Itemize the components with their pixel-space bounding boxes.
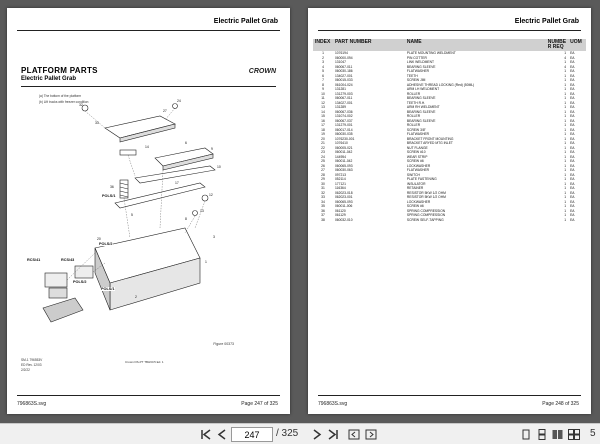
cell-index: 6 bbox=[322, 73, 324, 78]
cell-quantity: 1 bbox=[564, 136, 567, 141]
cell-part-number: 060067-036 bbox=[334, 109, 353, 114]
cell-uom: EA bbox=[570, 190, 575, 195]
column-header-part-number: PART NUMBER bbox=[333, 39, 405, 51]
svg-text:10: 10 bbox=[217, 165, 221, 169]
cell-index: 21 bbox=[321, 141, 325, 145]
cell-index: 33 bbox=[321, 195, 325, 199]
cell-name: INSULATOR bbox=[406, 181, 426, 186]
cell-index: 9 bbox=[322, 87, 324, 91]
previous-view-icon[interactable] bbox=[348, 429, 360, 440]
cell-part-number: 060067-011 bbox=[334, 96, 353, 100]
cell-part-number: 1076410 bbox=[334, 141, 348, 145]
figure-label: Figure 00373 bbox=[213, 342, 234, 346]
cell-quantity: 4 bbox=[564, 55, 567, 60]
cell-name: BRACKET ARYED MTG INLET bbox=[406, 141, 453, 145]
cell-name: FLATWASHER bbox=[406, 168, 430, 172]
cell-name: ROLLER bbox=[406, 123, 421, 127]
cell-quantity: 1 bbox=[564, 181, 567, 186]
continuous-facing-view-icon[interactable] bbox=[568, 429, 580, 440]
column-header-uom: UOM bbox=[568, 39, 586, 51]
cell-quantity: 1 bbox=[564, 199, 567, 204]
cell-quantity: 1 bbox=[564, 159, 567, 163]
cell-name: BRACKET FRONT MOUNTING bbox=[406, 136, 454, 141]
cell-index: 15 bbox=[321, 114, 325, 118]
table-row bbox=[313, 218, 586, 223]
section-subtitle: Electric Pallet Grab bbox=[21, 76, 77, 82]
cell-uom: EA bbox=[570, 186, 575, 190]
cell-index: 25 bbox=[321, 159, 325, 163]
doc-number: SM-1 796553V bbox=[21, 358, 43, 362]
table-header-row bbox=[313, 39, 586, 51]
cell-uom: EA bbox=[570, 69, 575, 73]
cell-quantity: 1 bbox=[564, 69, 567, 73]
cell-quantity: 1 bbox=[564, 208, 567, 213]
page-total: / 325 bbox=[276, 428, 299, 439]
cell-uom: EA bbox=[570, 141, 575, 145]
footer-page-number: Page 247 of 325 bbox=[241, 401, 278, 407]
cell-quantity: 1 bbox=[564, 150, 567, 154]
column-header-quantity bbox=[546, 39, 568, 51]
cell-quantity: 1 bbox=[564, 177, 567, 181]
cell-quantity: 1 bbox=[564, 87, 567, 91]
cell-index: 13 bbox=[321, 105, 325, 109]
cell-index: 27 bbox=[321, 168, 325, 172]
svg-text:27: 27 bbox=[163, 109, 167, 113]
cell-quantity: 1 bbox=[564, 100, 567, 105]
cell-quantity: 1 bbox=[564, 132, 567, 136]
svg-text:8: 8 bbox=[185, 217, 187, 221]
cell-quantity: 1 bbox=[564, 204, 567, 208]
cell-quantity: 1 bbox=[564, 190, 567, 195]
cell-part-number: 060005-021 bbox=[334, 145, 353, 150]
cell-quantity: 1 bbox=[564, 186, 567, 190]
footer-page-number: Page 248 of 325 bbox=[542, 401, 579, 407]
cell-name: BEARING SLEEVE bbox=[406, 109, 436, 114]
cell-index: 8 bbox=[322, 82, 324, 87]
cell-part-number: 060067-037 bbox=[334, 118, 353, 123]
cell-name: BEARING SLEEVE bbox=[406, 64, 436, 69]
last-page-icon[interactable] bbox=[327, 429, 339, 440]
cell-uom: EA bbox=[570, 132, 575, 136]
continuous-view-icon[interactable] bbox=[536, 429, 548, 440]
cell-uom: EA bbox=[570, 91, 575, 96]
cell-uom: EA bbox=[570, 73, 575, 78]
cell-uom: EA bbox=[570, 109, 575, 114]
svg-text:17: 17 bbox=[175, 181, 179, 185]
cell-quantity: 1 bbox=[564, 105, 567, 109]
toolbar-overflow-label: 5 bbox=[590, 428, 596, 439]
cell-part-number: 060032-010 bbox=[334, 217, 353, 222]
cell-index: 1 bbox=[322, 51, 324, 55]
column-header-index: INDEX bbox=[313, 39, 333, 51]
cell-uom: EA bbox=[570, 150, 575, 154]
diagram-callout: RCS/41 bbox=[27, 258, 41, 262]
cell-uom: EA bbox=[570, 60, 575, 64]
cell-uom: EA bbox=[570, 195, 575, 199]
cell-name: ADHESIVE THREAD LOCKING (Red) (50ML) bbox=[406, 82, 475, 87]
cell-index: 28 bbox=[321, 172, 325, 177]
diagram-note: (b) Lift trucks with freezer condition bbox=[39, 100, 89, 104]
cell-index: 22 bbox=[321, 145, 325, 150]
document-info bbox=[21, 358, 42, 374]
cell-name: PIN COTTER bbox=[406, 55, 427, 60]
svg-text:24: 24 bbox=[177, 99, 181, 103]
footer-rule bbox=[318, 395, 581, 396]
cell-name: TEETH bbox=[406, 73, 418, 78]
cell-quantity: 1 bbox=[564, 217, 567, 222]
cell-uom: EA bbox=[570, 96, 575, 100]
right-page bbox=[308, 8, 591, 414]
svg-text:33: 33 bbox=[95, 121, 99, 125]
cell-index: 24 bbox=[321, 154, 325, 159]
quantity-header-line: R REQ bbox=[547, 44, 564, 50]
cell-uom: EA bbox=[570, 105, 575, 109]
cell-name: SPRING COMPRESSION bbox=[406, 208, 446, 213]
cell-index: 35 bbox=[321, 204, 325, 208]
section-title: PLATFORM PARTS bbox=[21, 66, 98, 75]
cell-name: SCREW #6 bbox=[406, 204, 424, 208]
diagram-callout: RCS/43 bbox=[61, 258, 75, 262]
cell-part-number: 060065-093 bbox=[334, 163, 353, 168]
cell-part-number: 060067-011 bbox=[334, 64, 353, 69]
crown-logo: CROWN bbox=[248, 68, 276, 75]
cell-uom: EA bbox=[570, 87, 575, 91]
cell-index: 26 bbox=[321, 163, 325, 168]
parts-table bbox=[313, 39, 586, 222]
previous-page-icon[interactable] bbox=[217, 429, 227, 440]
cell-name: ROLLER bbox=[406, 91, 421, 96]
cell-uom: EA bbox=[570, 100, 575, 105]
cell-index: 7 bbox=[322, 78, 324, 82]
cell-part-number: 131279-003 bbox=[334, 91, 353, 96]
svg-text:36: 36 bbox=[110, 185, 114, 189]
cell-part-number: 1076194 bbox=[334, 51, 348, 55]
cell-quantity: 1 bbox=[564, 163, 567, 168]
cell-part-number: 052114 bbox=[334, 177, 346, 181]
cell-part-number: 060011-042 bbox=[334, 159, 353, 163]
cell-quantity: 1 bbox=[564, 154, 567, 159]
cell-index: 19 bbox=[321, 132, 325, 136]
cell-quantity: 1 bbox=[564, 78, 567, 82]
cell-quantity: 1 bbox=[564, 82, 567, 87]
cell-uom: EA bbox=[570, 127, 575, 132]
cell-quantity: 1 bbox=[564, 213, 567, 217]
cell-part-number: 131281 bbox=[334, 87, 346, 91]
cell-uom: EA bbox=[570, 208, 575, 213]
cell-name: WEAR STRIP bbox=[406, 154, 428, 159]
cell-part-number: 061120 bbox=[334, 208, 346, 213]
header-title: Electric Pallet Grab bbox=[213, 18, 278, 25]
cell-quantity: 1 bbox=[564, 172, 567, 177]
cell-index: 2 bbox=[322, 55, 324, 60]
cell-name: BEARING SLEEVE bbox=[406, 118, 436, 123]
column-header-name: NAME bbox=[405, 39, 546, 51]
cell-uom: EA bbox=[570, 118, 575, 123]
cell-uom: EA bbox=[570, 172, 575, 177]
quantity-header-line: NUMBE bbox=[547, 39, 567, 45]
cell-name: LOCKWASHER bbox=[406, 163, 431, 168]
cell-index: 32 bbox=[321, 190, 325, 195]
cell-name: SCREW SELF-TAPPING bbox=[406, 217, 444, 222]
next-page-icon[interactable] bbox=[312, 429, 322, 440]
cell-part-number: 062023-018 bbox=[334, 190, 353, 195]
cell-quantity: 1 bbox=[564, 141, 567, 145]
diagram-note: (a) The bottom of the platform bbox=[39, 94, 82, 98]
cell-part-number: 1076230-001 bbox=[334, 136, 355, 141]
cell-index: 31 bbox=[321, 186, 325, 190]
svg-text:14: 14 bbox=[145, 145, 149, 149]
cell-uom: EA bbox=[570, 204, 575, 208]
diagram-callout: POLS/2 bbox=[99, 242, 113, 246]
cell-part-number: 060030-186 bbox=[334, 69, 353, 73]
cell-name: ROLLER bbox=[406, 114, 421, 118]
cell-uom: EA bbox=[570, 163, 575, 168]
cell-name: PLATE MOUNTING WELDMENT bbox=[406, 51, 456, 55]
cell-part-number: 134027-001 bbox=[334, 73, 353, 78]
cell-part-number: 061129 bbox=[334, 213, 346, 217]
footer-filename: 796863S.svg bbox=[318, 401, 348, 407]
cell-part-number: 177121 bbox=[334, 181, 346, 186]
svg-text:13: 13 bbox=[200, 209, 204, 213]
svg-text:20: 20 bbox=[97, 237, 101, 241]
cell-uom: EA bbox=[570, 168, 575, 172]
cell-uom: EA bbox=[570, 213, 575, 217]
pdf-viewer-toolbar bbox=[0, 423, 600, 444]
cell-name: RETAINER bbox=[406, 186, 424, 190]
cell-part-number: 097213 bbox=[334, 172, 346, 177]
cell-name: NUT FLANGE bbox=[406, 145, 428, 150]
cell-name: SWITCH bbox=[406, 172, 420, 177]
cell-quantity: 1 bbox=[564, 60, 567, 64]
cell-part-number: 060065-093 bbox=[334, 199, 353, 204]
svg-text:5: 5 bbox=[131, 213, 133, 217]
cell-index: 5 bbox=[322, 69, 324, 73]
left-page bbox=[7, 8, 290, 414]
diagram-callout: POLS/1 bbox=[102, 194, 116, 198]
cell-uom: EA bbox=[570, 154, 575, 159]
diagram-callout: POLS/1 bbox=[101, 287, 115, 291]
cell-part-number: 060017-014 bbox=[334, 127, 353, 132]
cell-index: 29 bbox=[321, 177, 325, 181]
svg-text:2: 2 bbox=[135, 295, 137, 299]
footer-filename: 796863S.svg bbox=[17, 401, 47, 407]
cell-name: SPRING COMPRESSION bbox=[406, 213, 446, 217]
cell-quantity: 1 bbox=[564, 96, 567, 100]
cell-name: BEARING SLEEVE bbox=[406, 96, 436, 100]
svg-text:3: 3 bbox=[213, 235, 215, 239]
cell-name: TEETH R.H. bbox=[406, 100, 426, 105]
cell-uom: EA bbox=[570, 199, 575, 204]
cell-index: 3 bbox=[322, 60, 324, 64]
cell-quantity: 1 bbox=[564, 195, 567, 199]
cell-name: SCREW #6 bbox=[406, 159, 424, 163]
header-rule bbox=[318, 30, 581, 31]
cell-uom: EA bbox=[570, 181, 575, 186]
cell-part-number: 131047 bbox=[334, 60, 346, 64]
cell-name: SCREW 3/8" bbox=[406, 127, 426, 132]
cell-part-number: 060011-006 bbox=[334, 204, 353, 208]
next-view-icon[interactable] bbox=[365, 429, 377, 440]
section-rule bbox=[21, 86, 276, 87]
cell-part-number: 131074-002 bbox=[334, 114, 353, 118]
cell-index: 12 bbox=[321, 100, 325, 105]
cell-index: 18 bbox=[321, 127, 325, 132]
cell-name: RESISTOR 5KW 1/2 OHM bbox=[406, 195, 446, 199]
cell-uom: EA bbox=[570, 159, 575, 163]
cell-index: 34 bbox=[321, 199, 325, 204]
cell-uom: EA bbox=[570, 55, 575, 60]
cell-index: 37 bbox=[321, 213, 325, 217]
doc-date: 2/2/22 bbox=[21, 368, 30, 373]
cell-quantity: 1 bbox=[564, 145, 567, 150]
footer-rule bbox=[17, 395, 280, 396]
svg-text:6: 6 bbox=[185, 141, 187, 145]
cell-part-number: 060030-063 bbox=[334, 168, 353, 172]
cell-part-number: 116364 bbox=[334, 186, 346, 190]
cell-name: PLATE FASTENING bbox=[406, 177, 437, 181]
cell-uom: EA bbox=[570, 136, 575, 141]
parts-table-body bbox=[313, 51, 586, 222]
cell-uom: EA bbox=[570, 123, 575, 127]
cell-index: 14 bbox=[321, 109, 325, 114]
cell-part-number: 061004-024 bbox=[334, 82, 353, 87]
svg-text:1: 1 bbox=[205, 260, 207, 264]
cell-index: 36 bbox=[321, 208, 325, 213]
cell-uom: EA bbox=[570, 78, 575, 82]
single-page-view-icon[interactable] bbox=[520, 429, 532, 440]
cell-name: ARM RH WELDMENT bbox=[406, 105, 440, 109]
svg-text:9: 9 bbox=[211, 147, 213, 151]
facing-pages-view-icon[interactable] bbox=[552, 429, 564, 440]
cell-quantity: 1 bbox=[564, 123, 567, 127]
cell-quantity: 1 bbox=[564, 114, 567, 118]
cell-part-number: 062023-001 bbox=[334, 195, 353, 199]
cell-part-number: 060015-033 bbox=[334, 78, 353, 82]
cell-name: SCREW JIM bbox=[406, 78, 426, 82]
cell-name: LOCKWASHER bbox=[406, 199, 431, 204]
cell-quantity: 1 bbox=[564, 127, 567, 132]
svg-text:12: 12 bbox=[209, 193, 213, 197]
cell-uom: EA bbox=[570, 177, 575, 181]
cell-part-number: 060000-094 bbox=[334, 55, 353, 60]
cell-quantity: 4 bbox=[564, 64, 567, 69]
cell-quantity: 1 bbox=[564, 109, 567, 114]
cell-index: 17 bbox=[321, 123, 325, 127]
cell-part-number: 060030-035 bbox=[334, 132, 353, 136]
page-number-input[interactable] bbox=[231, 427, 273, 442]
cell-quantity: 1 bbox=[564, 91, 567, 96]
cell-quantity: 1 bbox=[564, 73, 567, 78]
cell-uom: EA bbox=[570, 217, 575, 222]
cell-name: LINK WELDMENT bbox=[406, 60, 435, 64]
cell-uom: EA bbox=[570, 145, 575, 150]
cell-quantity: 1 bbox=[564, 168, 567, 172]
cell-uom: EA bbox=[570, 51, 575, 55]
cell-part-number: 134027-001 bbox=[334, 100, 353, 105]
svg-text:32: 32 bbox=[79, 103, 83, 107]
cell-name: FLATWASHER bbox=[406, 69, 430, 73]
header-title: Electric Pallet Grab bbox=[514, 18, 579, 25]
diagram-callout: POLS/2 bbox=[73, 280, 87, 284]
cell-uom: EA bbox=[570, 114, 575, 118]
cell-index: 38 bbox=[321, 217, 325, 222]
cell-quantity: 1 bbox=[564, 51, 567, 55]
exploded-parts-diagram bbox=[35, 88, 230, 338]
first-page-icon[interactable] bbox=[200, 429, 212, 440]
cell-name: SCREW #10 bbox=[406, 150, 426, 154]
cell-part-number: 060011-042 bbox=[334, 150, 353, 154]
header-rule bbox=[17, 30, 280, 31]
cell-index: 4 bbox=[322, 64, 324, 69]
cell-part-number: 144954 bbox=[334, 154, 346, 159]
cell-quantity: 1 bbox=[564, 118, 567, 123]
cell-part-number: 131289 bbox=[334, 105, 346, 109]
cell-name: ARM LH WELDMENT bbox=[406, 87, 440, 91]
cell-index: 11 bbox=[321, 96, 325, 100]
cell-name: FLATWASHER bbox=[406, 132, 430, 136]
cell-uom: EA bbox=[570, 64, 575, 69]
doc-revision: ED Rev. 12/03 bbox=[21, 363, 42, 368]
cell-index: 23 bbox=[321, 150, 325, 154]
doc-reference: Crown DS-PT TBH6C5 Ed. 1 bbox=[125, 360, 164, 364]
cell-index: 30 bbox=[321, 181, 325, 186]
cell-name: RESISTOR 5KW 1/2 OHM bbox=[406, 190, 446, 195]
cell-part-number: 131279-001 bbox=[334, 123, 353, 127]
cell-index: 20 bbox=[321, 136, 325, 141]
cell-index: 16 bbox=[321, 118, 325, 123]
cell-index: 10 bbox=[321, 91, 325, 96]
cell-uom: EA bbox=[570, 82, 575, 87]
